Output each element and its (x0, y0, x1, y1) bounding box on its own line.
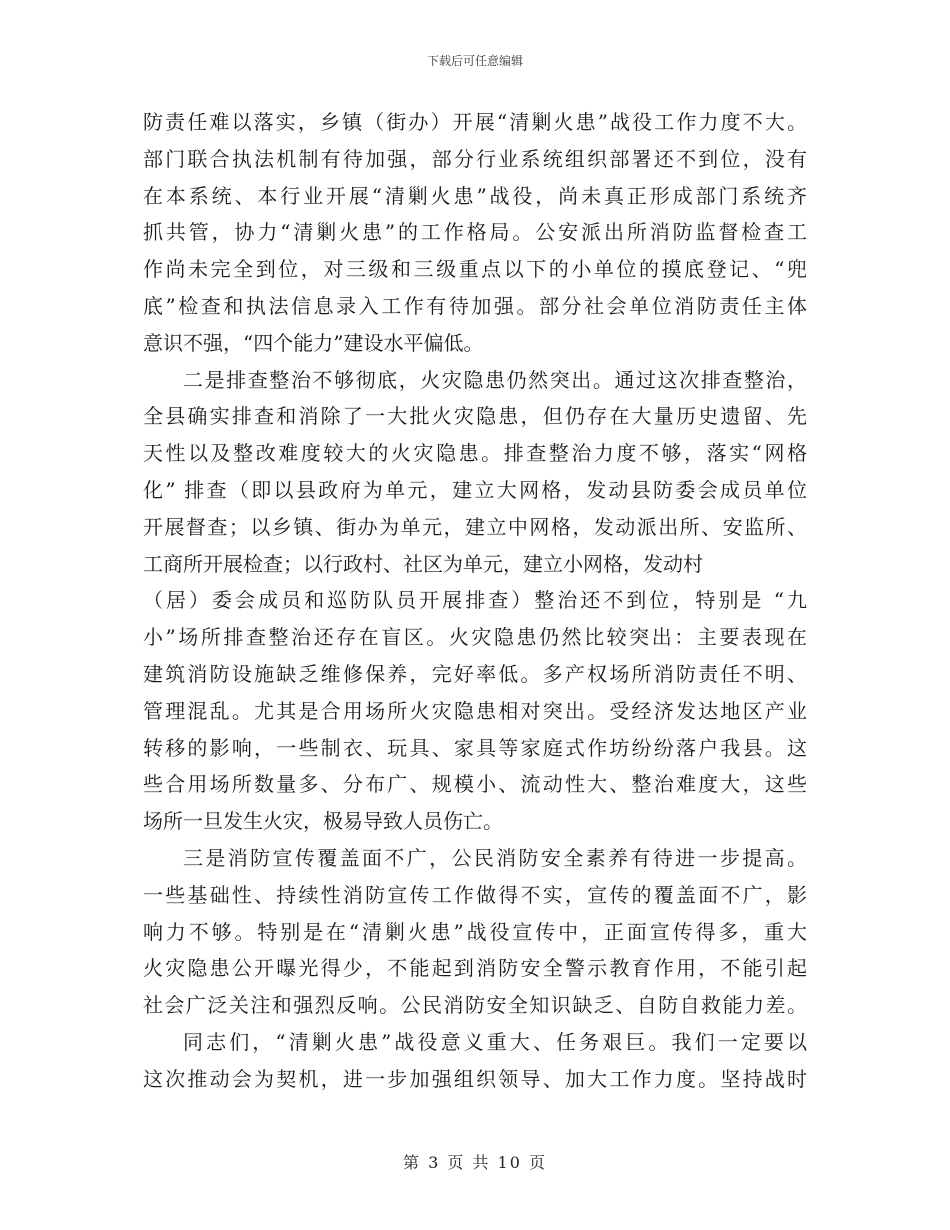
text-line: 建筑消防设施缺乏维修保养，完好率低。多产权场所消防责任不明、 (143, 661, 807, 686)
text-line: 同志们，“清剿火患”战役意义重大、任务艰巨。我们一定要以 (183, 1029, 807, 1054)
text-line: 抓共管，协力“清剿火患”的工作格局。公安派出所消防监督检查工 (143, 220, 807, 245)
text-line: 工商所开展检查；以行政村、社区为单元，建立小网格，发动村 (143, 551, 703, 576)
text-line: 管理混乱。尤其是合用场所火灾隐患相对突出。受经济发达地区产业 (143, 698, 807, 723)
text-line: 底”检查和执法信息录入工作有待加强。部分社会单位消防责任主体 (143, 293, 807, 318)
text-line: 天性以及整改难度较大的火灾隐患。排查整治力度不够，落实“网格 (143, 441, 807, 466)
text-line: 小”场所排查整治还存在盲区。火灾隐患仍然比较突出：主要表现在 (143, 625, 807, 650)
text-line: 作尚未完全到位，对三级和三级重点以下的小单位的摸底登记、“兜 (143, 257, 807, 282)
page-header: 下载后可任意编辑 (426, 54, 523, 68)
text-line: 全县确实排查和消除了一大批火灾隐患，但仍存在大量历史遗留、先 (143, 404, 807, 429)
text-line: 场所一旦发生火灾，极易导致人员伤亡。 (143, 809, 503, 834)
text-line: 防责任难以落实，乡镇（街办）开展“清剿火患”战役工作力度不大。 (143, 110, 807, 134)
text-line: 二是排查整治不够彻底，火灾隐患仍然突出。通过这次排查整治， (183, 367, 807, 392)
text-line: 部门联合执法机制有待加强，部分行业系统组织部署还不到位，没有 (143, 146, 807, 171)
text-line: 意识不强，“四个能力”建设水平偏低。 (143, 330, 484, 355)
text-line: 这次推动会为契机，进一步加强组织领导、加大工作力度。坚持战时 (143, 1066, 807, 1091)
text-line: 在本系统、本行业开展“清剿火患”战役，尚未真正形成部门系统齐 (143, 183, 807, 208)
text-line: 火灾隐患公开曝光得少，不能起到消防安全警示教育作用，不能引起 (143, 956, 807, 981)
text-line: （居）委会成员和巡防队员开展排查）整治还不到位，特别是 “九 (143, 588, 807, 613)
page-footer: 第 3 页 共 10 页 (403, 1153, 547, 1172)
document-body (143, 104, 807, 1098)
text-line: 转移的影响，一些制衣、玩具、家具等家庭式作坊纷纷落户我县。这 (143, 735, 807, 760)
text-line: 化” 排查（即以县政府为单元，建立大网格，发动县防委会成员单位 (143, 477, 807, 502)
text-line: 三是消防宣传覆盖面不广，公民消防安全素养有待进一步提高。 (183, 845, 807, 870)
text-line: 社会广泛关注和强烈反响。公民消防安全知识缺乏、自防自救能力差。 (143, 993, 807, 1018)
text-line: 一些基础性、持续性消防宣传工作做得不实，宣传的覆盖面不广，影 (143, 882, 807, 907)
text-line: 开展督查；以乡镇、街办为单元，建立中网格，发动派出所、安监所、 (143, 514, 807, 539)
text-line: 响力不够。特别是在“清剿火患”战役宣传中，正面宣传得多，重大 (143, 919, 807, 944)
text-line: 些合用场所数量多、分布广、规模小、流动性大、整治难度大，这些 (143, 772, 807, 797)
